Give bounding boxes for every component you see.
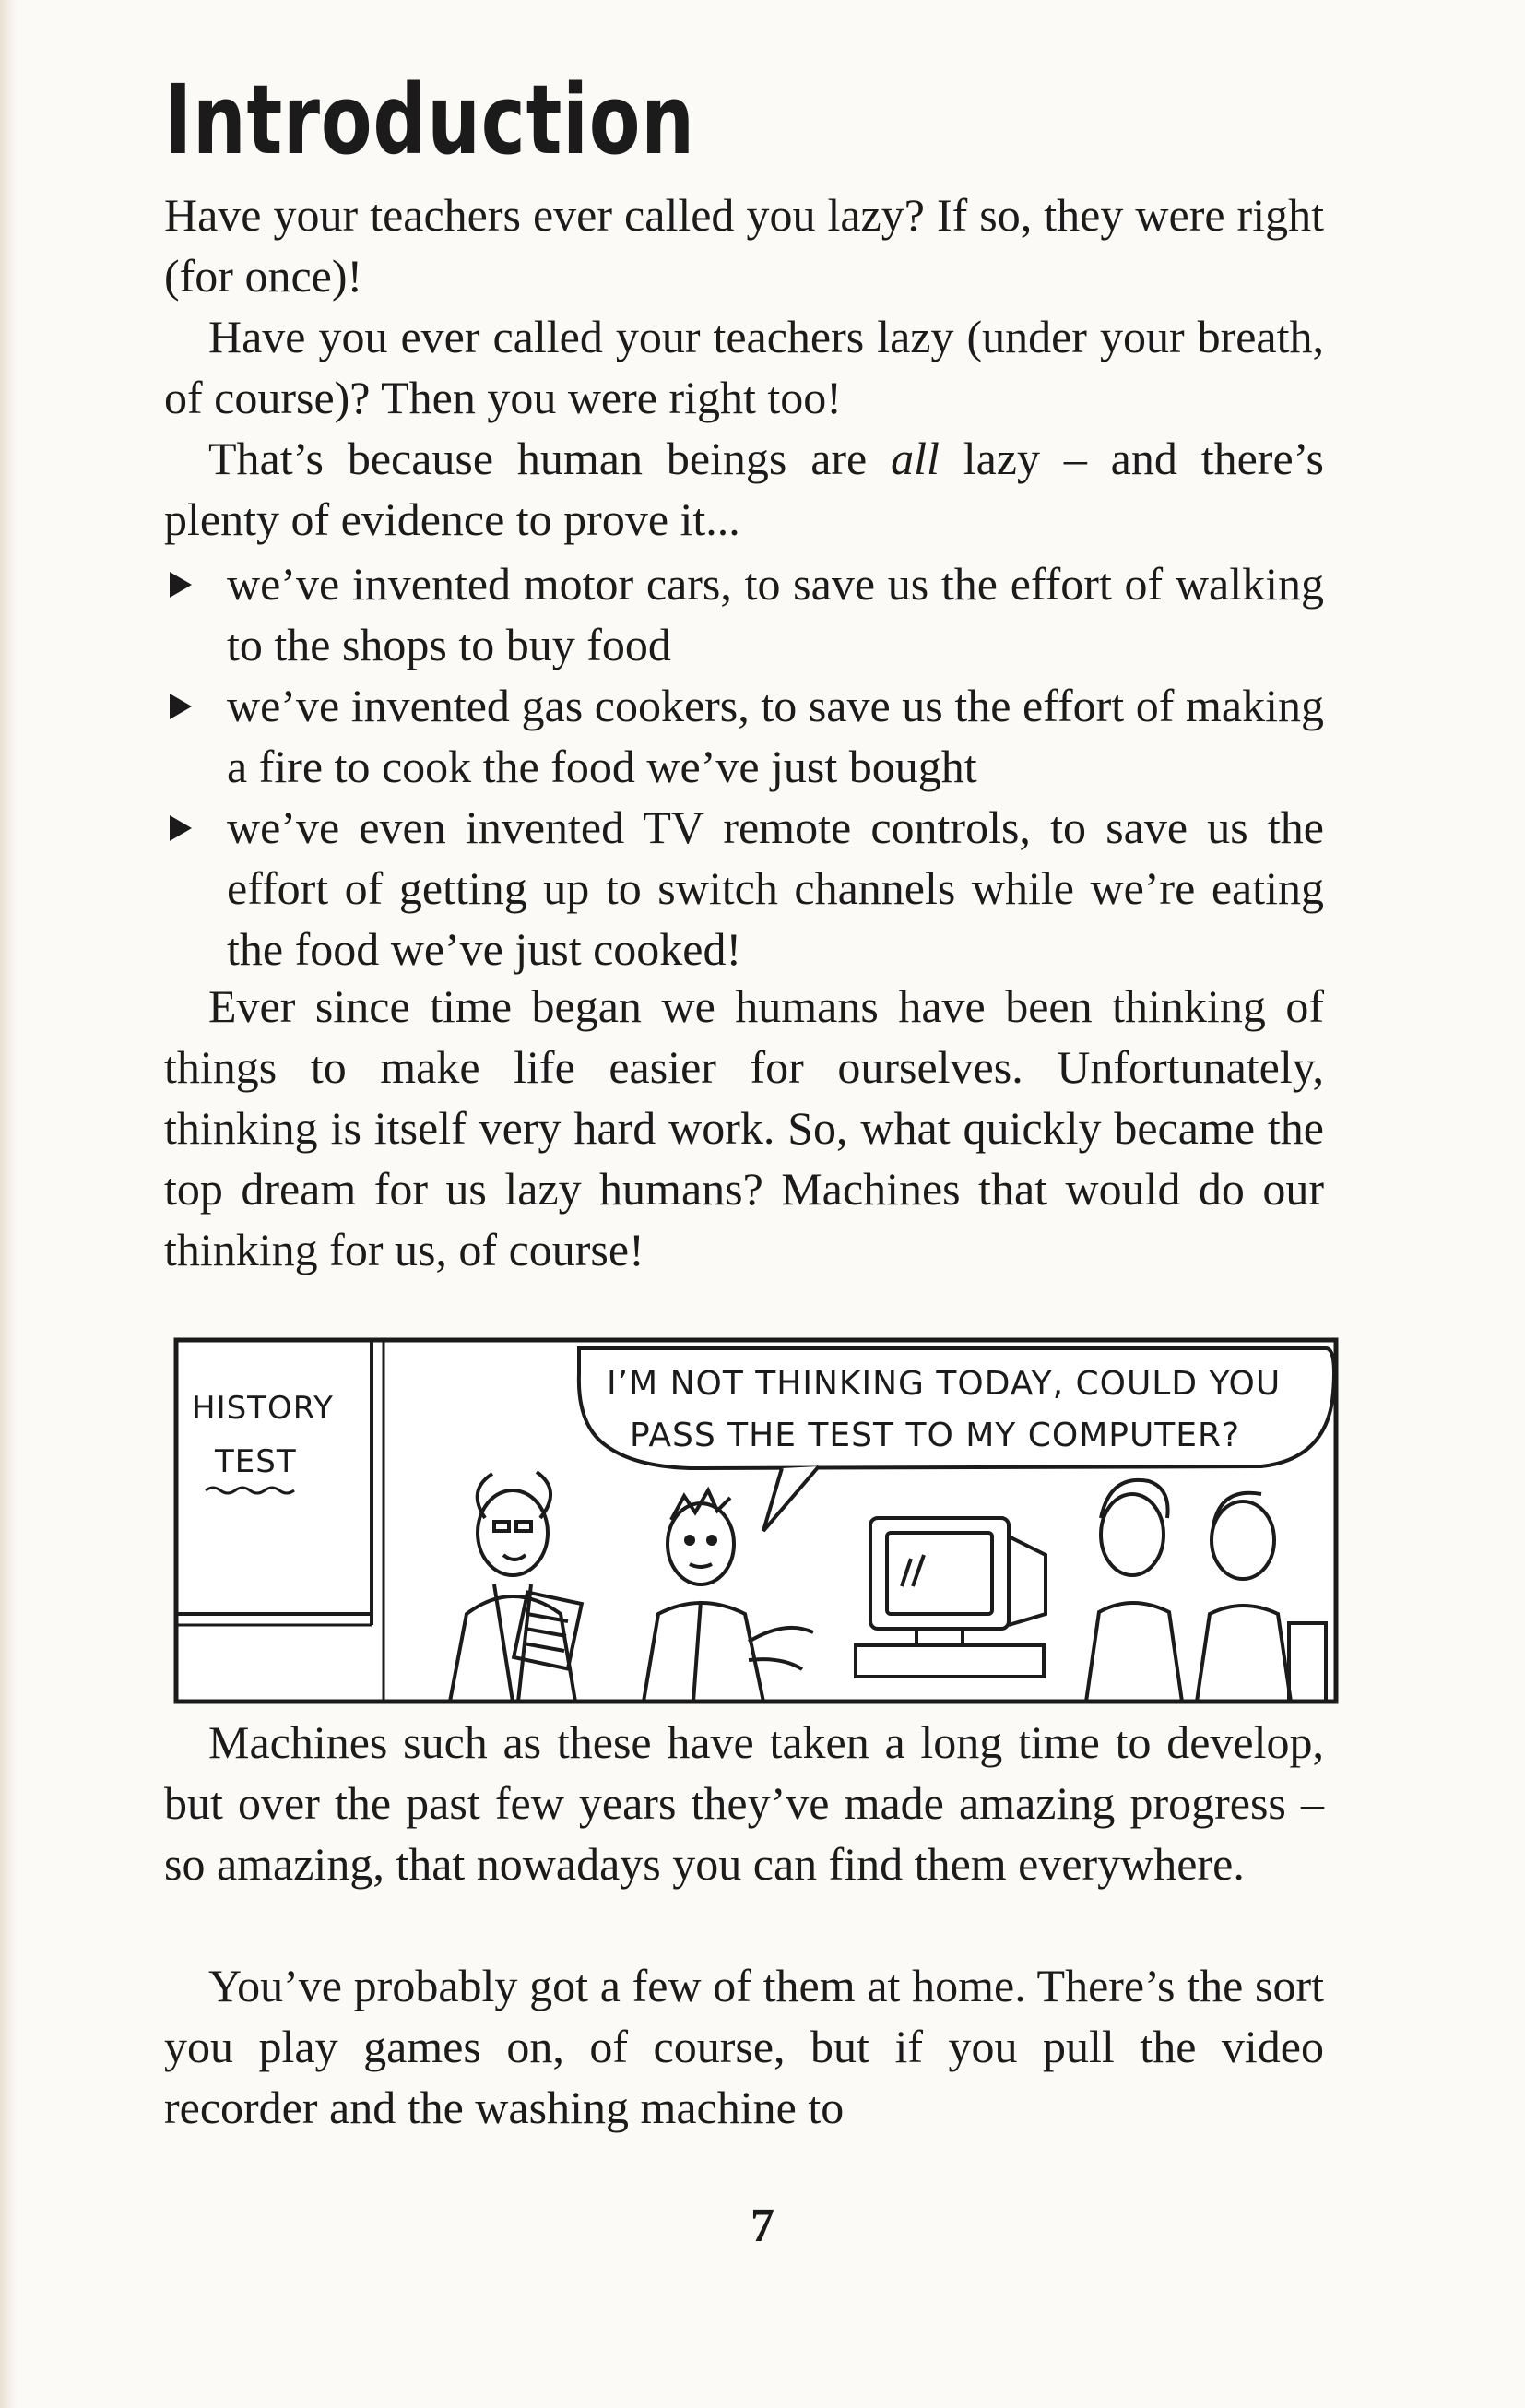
page-number: 7 — [751, 2200, 774, 2252]
list-item — [164, 675, 1324, 797]
paragraph-2: Have you ever called your teachers lazy (under your breath, of course)? Then you were right too! — [164, 311, 1324, 423]
list-item-text: we’ve invented gas cookers, to save us the effort of making a fire to cook the food we’ve just bought — [227, 680, 1324, 792]
speech-line-1: I’M NOT THINKING TODAY, COULD YOU — [607, 1365, 1282, 1403]
paragraph-6: You’ve probably got a few of them at home. There’s the sort you play games on, of course, but if you pull the video recorder and the washing machine to — [164, 1960, 1324, 2133]
blackboard-text-test: TEST — [215, 1443, 297, 1480]
paragraph-4: Ever since time began we humans have been thinking of things to make life easier for ourselves. Unfortunately, thinking is itself very hard work. So, what quickly became the top dream for us lazy humans? Machines that would do our thinking for us, of course! — [164, 980, 1324, 1275]
triangle-bullet-icon — [170, 694, 192, 719]
evidence-list — [164, 553, 1324, 979]
cartoon-illustration — [173, 1337, 1339, 1704]
list-item-text: we’ve even invented TV remote controls, to save us the effort of getting up to switch channels while we’re eating the food we’ve just cooked! — [227, 801, 1324, 975]
paragraph-1: Have your teachers ever called you lazy? If so, they were right (for once)! — [164, 189, 1324, 302]
list-item — [164, 553, 1324, 675]
paragraph-3-end: lazy – and there’s plenty of evidence to prove it... — [164, 433, 1324, 545]
blackboard-text-history: HISTORY — [192, 1390, 334, 1427]
page-edge — [0, 0, 17, 2408]
chapter-title: Introduction — [164, 64, 695, 176]
cartoon-drawing — [173, 1337, 1339, 1704]
triangle-bullet-icon — [170, 572, 192, 598]
triangle-bullet-icon — [170, 815, 192, 841]
list-item-text: we’ve invented motor cars, to save us the effort of walking to the shops to buy food — [227, 558, 1324, 670]
speech-line-2: PASS THE TEST TO MY COMPUTER? — [630, 1417, 1241, 1454]
paragraph-5: Machines such as these have taken a long time to develop, but over the past few years they’ve made amazing progress – so amazing, that nowadays you can find them everywhere. — [164, 1716, 1324, 1890]
paragraph-3-emphasis: all — [891, 433, 940, 484]
paragraph-3 — [164, 428, 1324, 550]
list-item — [164, 797, 1324, 979]
paragraph-3-start: That’s because human beings are — [208, 433, 892, 484]
